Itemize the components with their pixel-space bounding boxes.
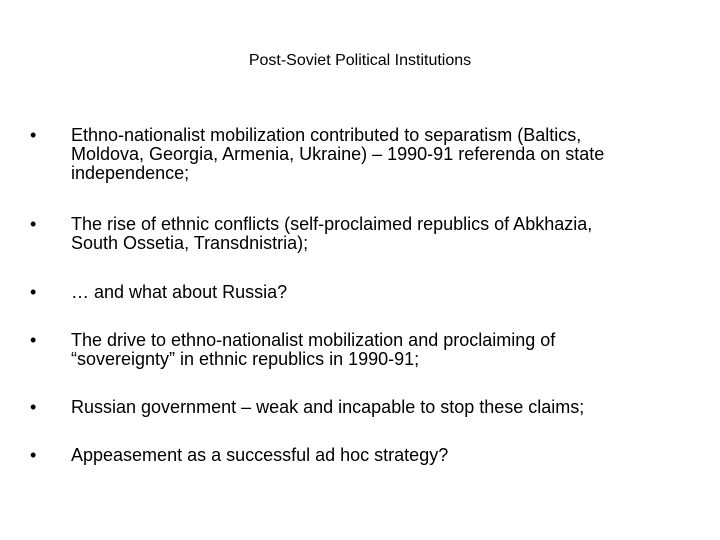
slide-title: Post-Soviet Political Institutions [248, 52, 472, 69]
bullet-marker: • [30, 397, 37, 417]
bullet-item-3 [30, 283, 690, 302]
bullet-text-6: Appeasement as a successful ad hoc strategy? [71, 445, 449, 465]
bullet-item-2 [30, 215, 690, 253]
bullet-text-4: The drive to ethno-nationalist mobilization and proclaiming of “sovereignty” in ethnic republics in 1990-91; [71, 330, 556, 369]
bullet-item-4 [30, 331, 690, 369]
bullet-text-1: Ethno-nationalist mobilization contributed to separatism (Baltics, Moldova, Georgia, Armenia, Ukraine) – 1990-91 referenda on state independence; [71, 125, 605, 183]
bullet-marker: • [30, 445, 37, 465]
bullet-text-3: … and what about Russia? [71, 282, 288, 302]
bullet-marker: • [30, 125, 37, 145]
bullet-text-5: Russian government – weak and incapable to stop these claims; [71, 397, 585, 417]
bullet-item-5 [30, 398, 690, 417]
bullet-item-6 [30, 446, 690, 465]
bullet-item-1 [30, 126, 690, 183]
bullet-marker: • [30, 214, 37, 234]
bullet-marker: • [30, 330, 37, 350]
bullet-marker: • [30, 282, 37, 302]
bullet-text-2: The rise of ethnic conflicts (self-proclaimed republics of Abkhazia, South Ossetia, Transdnistria); [71, 214, 593, 253]
